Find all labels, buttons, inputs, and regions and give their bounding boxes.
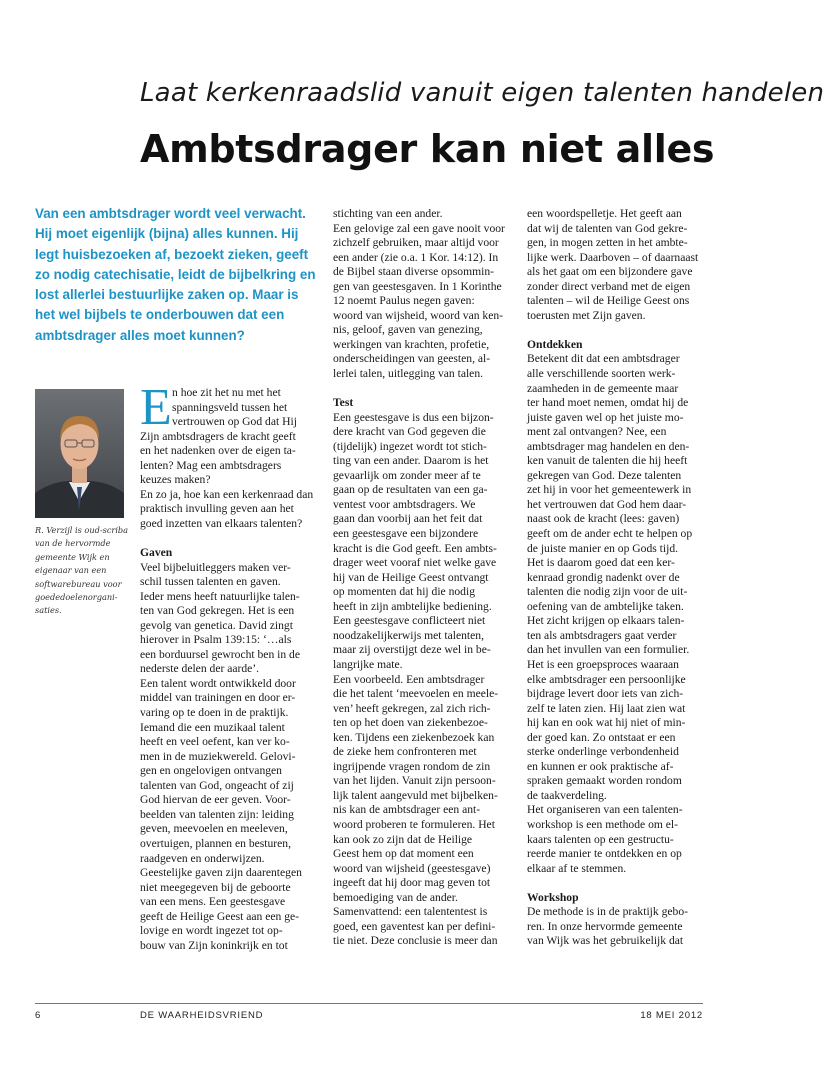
text-line: overtuigen, plannen en besturen, xyxy=(140,836,291,850)
text-line: ven’ heeft gekregen, zal zich rich- xyxy=(333,701,491,715)
text-line: R. Verzijl is oud-scriba xyxy=(35,525,129,535)
text-line: alle verschillende soorten werk- xyxy=(527,367,676,381)
text-line: als het gaat om een bijzondere gave xyxy=(527,265,693,279)
text-line: spraken gemaakt worden rondom xyxy=(527,774,682,788)
text-line: gevolg van genetica. David zingt xyxy=(140,618,293,632)
text-line: Een geestesgave is dus een bijzon- xyxy=(333,410,494,424)
text-line: spanningsveld tussen het xyxy=(172,400,288,414)
text-line: ren. In onze hervormde gemeente xyxy=(527,919,683,933)
text-line: kracht is die God geeft. Een ambts- xyxy=(333,541,497,555)
text-line: Geest hem op dat moment een xyxy=(333,847,474,861)
text-line: nederste delen der aarde’. xyxy=(140,662,260,676)
text-line: gemeente Wijk en xyxy=(35,551,110,562)
text-line: talenten van God, ongeacht of zij xyxy=(140,778,294,792)
text-line: Betekent dit dat een ambtsdrager xyxy=(527,352,680,366)
text-line: die het talent ‘meevoelen en meele- xyxy=(333,687,499,701)
paragraph-gap xyxy=(527,876,707,891)
article-headline: Ambtsdrager kan niet alles xyxy=(140,127,715,171)
text-line: keuzes maken? xyxy=(140,473,211,487)
text-line: bijdrage levert door iets van zich- xyxy=(527,687,684,701)
text-line: lijke werk. Daarboven – of daarnaast xyxy=(527,250,699,264)
text-line: lijk talent aangevuld met bijbelken- xyxy=(333,788,498,802)
text-line: de taakverdeling. xyxy=(527,788,607,802)
text-line: de Bijbel staan diverse opsommin- xyxy=(333,265,494,279)
text-line: kenraad grondig nadenkt over de xyxy=(527,570,680,584)
drop-cap: E xyxy=(140,379,172,436)
column-3 xyxy=(527,207,707,949)
text-line: legt huisbezoeken af, bezoekt zieken, geeft xyxy=(35,246,309,262)
text-line: ter hand moet nemen, omdat hij de xyxy=(527,396,689,410)
text-line: ken vanuit de talenten die hij heeft xyxy=(527,454,688,468)
text-line: ten als ambtsdragers gaat verder xyxy=(527,628,677,642)
paragraph-gap xyxy=(527,323,707,338)
text-line: hij van de Heilige Geest ontvangt xyxy=(333,570,489,584)
text-line: Hij moet eigenlijk (bijna) alles kunnen. Hij xyxy=(35,226,299,242)
text-line: woord van wijsheid (geestesgave) xyxy=(333,861,491,875)
text-line: kan ook zo zijn dat de Heilige xyxy=(333,832,473,846)
text-line: langrijke mate. xyxy=(333,657,403,671)
text-line: geeft de Heilige Geest aan een ge- xyxy=(140,909,300,923)
text-line: ingeeft dat hij door mag geven tot xyxy=(333,876,491,890)
text-line: lenten? Mag een ambtsdragers xyxy=(140,458,282,472)
text-line: van een mens. Een geestesgave xyxy=(140,895,286,909)
text-line: softwarebureau voor xyxy=(35,578,122,589)
text-line: De methode is in de praktijk gebo- xyxy=(527,905,688,919)
text-line: het wel bijbels te onderbouwen dat een xyxy=(35,307,285,323)
text-line: zaamheden in de gemeente maar xyxy=(527,381,679,395)
text-line: goed inzetten van elkaars talenten? xyxy=(140,516,303,530)
section-heading: Workshop xyxy=(527,890,579,904)
text-line: een borduursel gewrocht ben in de xyxy=(140,647,301,661)
issue-date: 18 MEI 2012 xyxy=(640,1010,703,1021)
text-line: sterke onderlinge verbondenheid xyxy=(527,745,679,759)
text-line: Een talent wordt ontwikkeld door xyxy=(140,676,296,690)
text-line: 12 noemt Paulus negen gaven: xyxy=(333,294,475,308)
text-line: beelden van talenten zijn: leiding xyxy=(140,807,294,821)
text-line: gen van geestesgaven. In 1 Korinthe xyxy=(333,279,502,293)
text-line: zo nodig catechisatie, leidt de bijbelkring en xyxy=(35,266,316,282)
text-line: God hiervan de eer geven. Voor- xyxy=(140,793,291,807)
text-line: juiste gaven wel op het juiste mo- xyxy=(527,410,684,424)
text-line: praktisch invulling geven aan het xyxy=(140,502,294,516)
text-line: eigenaar van een xyxy=(35,565,107,576)
text-line: zonder direct verband met de eigen xyxy=(527,279,691,293)
text-line: men in de muziekwereld. Gelovi- xyxy=(140,749,296,763)
column-1 xyxy=(140,386,320,953)
text-line: reerde manier te ontdekken en op xyxy=(527,847,682,861)
text-line: zelf te laten zien. Hij laat zien wat xyxy=(527,701,686,715)
section-heading: Test xyxy=(333,396,354,410)
text-line: toerusten met Zijn gaven. xyxy=(527,308,646,322)
text-line: onderscheidingen van geesten, al- xyxy=(333,352,491,366)
text-line: talenten – wil de Heilige Geest ons xyxy=(527,294,690,308)
author-caption xyxy=(35,524,127,618)
text-line: een ander (zie o.a. 1 Kor. 14:12). In xyxy=(333,250,499,264)
section-heading: Ontdekken xyxy=(527,337,583,351)
text-line: elke ambtsdrager een persoonlijke xyxy=(527,672,686,686)
text-line: nis, geloof, gaven van genezing, xyxy=(333,323,483,337)
text-line: dan het invullen van een formulier. xyxy=(527,643,690,657)
text-line: gekregen van God. Deze talenten xyxy=(527,468,682,482)
text-line: Het organiseren van een talenten- xyxy=(527,803,683,817)
text-line: goededoelenorgani- xyxy=(35,592,118,603)
text-line: Veel bijbeluitleggers maken ver- xyxy=(140,560,291,574)
text-line: lerlei talen, uitlegging van talen. xyxy=(333,367,484,381)
text-line: drager weet vooraf niet welke gave xyxy=(333,556,497,570)
text-line: varing op te doen in de praktijk. xyxy=(140,706,289,720)
text-line: maar zij overstijgt deze wel in be- xyxy=(333,643,491,657)
text-line: bemoediging van de ander. xyxy=(333,890,458,904)
text-line: heeft en veel oefent, kan ver ko- xyxy=(140,735,290,749)
text-line: een woordspelletje. Het geeft aan xyxy=(527,207,682,220)
text-line: saties. xyxy=(35,605,62,616)
text-line: ingrijpende vragen rondom de zin xyxy=(333,759,491,773)
text-line: Ieder mens heeft natuurlijke talen- xyxy=(140,589,300,603)
footer-rule xyxy=(35,1003,703,1004)
text-line: en het nadenken over de eigen ta- xyxy=(140,444,296,458)
text-line: heeft in zijn ambtelijke bediening. xyxy=(333,599,492,613)
text-line: ambtsdrager mag handelen en den- xyxy=(527,439,690,453)
text-line: oefening van de ambtelijke taken. xyxy=(527,599,684,613)
text-line: stichting van een ander. xyxy=(333,207,443,220)
text-line: Geestelijke gaven zijn daarentegen xyxy=(140,866,302,880)
text-line: van Wijk was het gebruikelijk dat xyxy=(527,934,684,948)
article-lead xyxy=(35,204,316,346)
text-line: (tijdelijk) ingezet wordt tot stich- xyxy=(333,439,487,453)
text-line: der goed kan. Zo ontstaat er een xyxy=(527,730,676,744)
section-heading: Gaven xyxy=(140,546,173,560)
text-line: en kunnen er ook praktische af- xyxy=(527,759,674,773)
author-portrait-illustration xyxy=(35,389,124,518)
publication-name: DE WAARHEIDSVRIEND xyxy=(140,1010,264,1021)
text-line: Samenvattend: een talententest is xyxy=(333,905,488,919)
text-line: ken. Tijdens een ziekenbezoek kan xyxy=(333,730,495,744)
text-line: n hoe zit het nu met het xyxy=(172,386,281,399)
text-line: de zieke hem confronteren met xyxy=(333,745,477,759)
text-line: lost allerlei bestuurlijke zaken op. Maar is xyxy=(35,287,299,303)
text-line: van de hervormde xyxy=(35,538,111,549)
text-line: Iemand die een muzikaal talent xyxy=(140,720,285,734)
text-line: schil tussen talenten en gaven. xyxy=(140,575,281,589)
text-line: ting van een ander. Daarom is het xyxy=(333,454,489,468)
text-line: de juiste manier en op Gods tijd. xyxy=(527,541,679,555)
text-line: van het lijden. Vanuit zijn persoon- xyxy=(333,774,496,788)
text-line: Het is daarom goed dat een ker- xyxy=(527,556,675,570)
text-line: op momenten dat hij die nodig xyxy=(333,585,476,599)
text-line: woord proberen te formuleren. Het xyxy=(333,817,495,831)
page-number: 6 xyxy=(35,1010,42,1021)
author-photo xyxy=(35,389,124,518)
text-line: vertrouwen op God dat Hij xyxy=(172,415,297,429)
text-line: hij kan en ook wat hij niet of min- xyxy=(527,716,686,730)
text-line: werkingen van krachten, profetie, xyxy=(333,337,490,351)
text-line: Een gelovige zal een gave nooit voor xyxy=(333,221,505,235)
text-line: middel van trainingen en door er- xyxy=(140,691,296,705)
text-line: noodzakelijkerwijs met talenten, xyxy=(333,628,484,642)
text-line: Een voorbeeld. Een ambtsdrager xyxy=(333,672,485,686)
column-2 xyxy=(333,207,513,949)
text-line: dat wij de talenten van God gekre- xyxy=(527,221,688,235)
paragraph-gap xyxy=(140,531,320,546)
text-line: elkaar af te stemmen. xyxy=(527,861,627,875)
text-line: En zo ja, hoe kan een kerkenraad dan xyxy=(140,487,314,501)
text-line: raadgeven en onderwijzen. xyxy=(140,851,265,865)
text-line: gen, in mogen zetten in het ambte- xyxy=(527,236,688,250)
text-line: kaars talenten op een gestructu- xyxy=(527,832,674,846)
text-line: ten van God gekregen. Het is een xyxy=(140,604,295,618)
text-line: dere kracht van God gegeven die xyxy=(333,425,486,439)
article-kicker: Laat kerkenraadslid vanuit eigen talenten handelen xyxy=(140,78,824,108)
text-line: Het is een groepsproces waaraan xyxy=(527,657,679,671)
text-line: zichzelf gebruiken, maar altijd voor xyxy=(333,236,499,250)
text-line: gaan dan voorbij aan het feit dat xyxy=(333,512,483,526)
text-line: ventest voor ambtsdragers. We xyxy=(333,497,476,511)
paragraph-gap xyxy=(333,382,513,397)
text-line: gen en ongelovigen ontvangen xyxy=(140,764,282,778)
text-line: Het zicht krijgen op elkaars talen- xyxy=(527,614,685,628)
text-line: het vertrouwen dat God hem daar- xyxy=(527,497,687,511)
text-line: gevaarlijk om zonder meer af te xyxy=(333,468,481,482)
text-line: talenten die nodig zijn voor de uit- xyxy=(527,585,688,599)
text-line: nis kan de ambtsdrager een ant- xyxy=(333,803,481,817)
text-line: bouw van Zijn koninkrijk en tot xyxy=(140,938,288,952)
text-line: hierover in Psalm 139:15: ‘…als xyxy=(140,633,292,647)
text-line: ten op het doen van ziekenbezoe- xyxy=(333,716,488,730)
text-line: niet meegegeven bij de geboorte xyxy=(140,880,291,894)
text-line: naast ook de kracht (lees: gaven) xyxy=(527,512,680,526)
text-line: zet hij in voor het gemeentewerk in xyxy=(527,483,692,497)
text-line: geeft om de ander echt te helpen op xyxy=(527,527,693,541)
text-line: lovige en wordt ingezet tot op- xyxy=(140,924,283,938)
text-line: ment zal ontvangen? Nee, een xyxy=(527,425,667,439)
text-line: Van een ambtsdrager wordt veel verwacht. xyxy=(35,206,306,221)
text-line: workshop is een methode om el- xyxy=(527,817,679,831)
text-line: woord van wijsheid, woord van ken- xyxy=(333,308,504,322)
text-line: geven, meevoelen en meeleven, xyxy=(140,822,288,836)
text-line: Een geestesgave conflicteert niet xyxy=(333,614,486,628)
text-line: goed, een gaventest kan per defini- xyxy=(333,919,496,933)
text-line: ambtsdrager alles moet kunnen? xyxy=(35,327,245,343)
text-line: Zijn ambtsdragers de kracht geeft xyxy=(140,429,296,443)
text-line: tie niet. Deze conclusie is meer dan xyxy=(333,934,498,948)
text-line: een geestesgave een bijzondere xyxy=(333,527,479,541)
text-line: gaan op de resultaten van een ga- xyxy=(333,483,488,497)
